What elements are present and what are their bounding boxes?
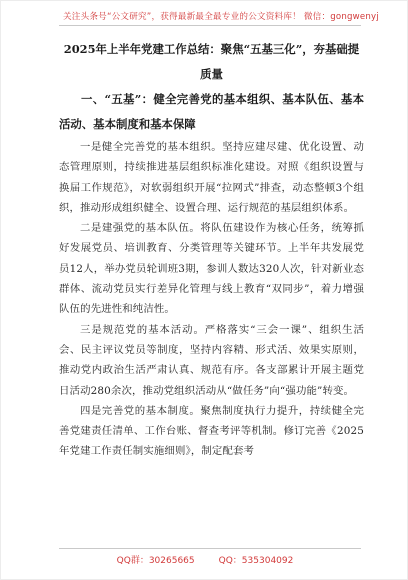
- paragraph-organization: 一是健全完善党的基本组织。坚持应建尽建、优化设置、动态管理原则，持续推进基层组织标准化建设。对照《组织设置与换届工作规范》，对软弱组织开展“拉网式”排查，动态整顿3个组织，推动形成组织健全、设置合理、运行规范的基层组织体系。: [59, 141, 364, 214]
- footer-contact: [1, 553, 408, 566]
- header-divider: [59, 25, 361, 26]
- document-title: 2025年上半年党建工作总结：聚焦“五基三化”，夯基础提质量: [63, 42, 360, 81]
- paragraph-team: 二是建强党的基本队伍。将队伍建设作为核心任务，统筹抓好发展党员、培训教育、分类管理等关键环节。上半年共发展党员12人，举办党员轮训班3期，参训人数达320人次，针对新业态群体、流动党员实行差异化管理与线上教育“双同步”，着力增强队伍的先进性和纯洁性。: [59, 222, 364, 316]
- paragraph-activities: 三是规范党的基本活动。严格落实“三会一课”、组织生活会、民主评议党员等制度，坚持内容精、形式活、效果实原则，推动党内政治生活严肃认真、规范有序。各支部累计开展主题党日活动280余次，推动党组织活动从“做任务”向“强功能”转变。: [59, 323, 364, 397]
- footer-qq: QQ：535304092: [218, 556, 294, 566]
- footer-qq-group: QQ群：30265665: [116, 556, 195, 566]
- paragraph-systems: 四是完善党的基本制度。聚焦制度执行力提升，持续健全完善党建责任清单、工作台账、督查考评等机制。修订完善《2025年党建工作责任制实施细则》，制定配套考: [59, 404, 364, 458]
- section-heading-1: 一、“五基”：健全完善党的基本组织、基本队伍、基本活动、基本制度和基本保障: [59, 92, 364, 131]
- header-banner: 关注头条号“公文研究”，获得最新最全最专业的公文资料库！ 微信：gongwenyj: [63, 12, 379, 22]
- footer-divider: [59, 548, 361, 549]
- document-body: [59, 37, 364, 462]
